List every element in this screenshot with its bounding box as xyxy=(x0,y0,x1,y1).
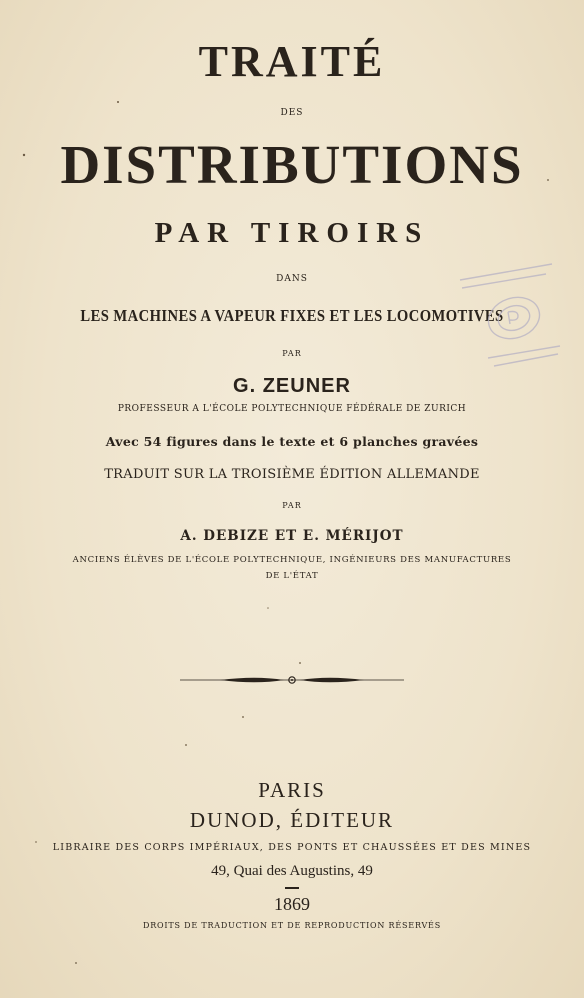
publisher-address: 49, Quai des Augustins, 49 xyxy=(211,863,373,879)
translators-names: A. DEBIZE ET E. MÉRIJOT xyxy=(180,528,404,544)
title-line-1: TRAITÉ xyxy=(198,37,386,86)
publisher-name: DUNOD, ÉDITEUR xyxy=(189,808,395,832)
illustrations-note: Avec 54 figures dans le texte et 6 planches gravées xyxy=(105,434,479,449)
publication-city: PARIS xyxy=(258,778,326,802)
title-line-3: PAR TIROIRS xyxy=(154,217,430,249)
translation-note: TRADUIT SUR LA TROISIÈME ÉDITION ALLEMANDE xyxy=(104,467,480,482)
author-name: G. ZEUNER xyxy=(233,375,351,397)
connector-par-author: PAR xyxy=(282,349,302,358)
connector-des: DES xyxy=(280,108,304,118)
publisher-description: LIBRAIRE DES CORPS IMPÉRIAUX, DES PONTS ET CHAUSSÉES ET DES MINES xyxy=(52,842,532,853)
author-title: PROFESSEUR A L'ÉCOLE POLYTECHNIQUE FÉDÉRALE DE ZURICH xyxy=(117,404,467,414)
library-stamp xyxy=(448,258,568,378)
rights-notice: DROITS DE TRADUCTION ET DE REPRODUCTION RÉSERVÉS xyxy=(143,921,441,930)
horizontal-rule-ornament xyxy=(180,672,404,688)
publication-year: 1869 xyxy=(274,894,310,914)
translators-title-line-1: ANCIENS ÉLÈVES DE L'ÉCOLE POLYTECHNIQUE, INGÉNIEURS DES MANUFACTURES xyxy=(72,555,512,565)
subject-line: LES MACHINES A VAPEUR FIXES ET LES LOCOMOTIVES xyxy=(80,306,504,325)
title-line-2: DISTRIBUTIONS xyxy=(60,134,524,195)
connector-par-translators: PAR xyxy=(282,501,302,510)
connector-dans: DANS xyxy=(276,274,308,284)
translators-title-line-2: DE L'ÉTAT xyxy=(265,571,319,581)
year-divider xyxy=(285,887,299,889)
